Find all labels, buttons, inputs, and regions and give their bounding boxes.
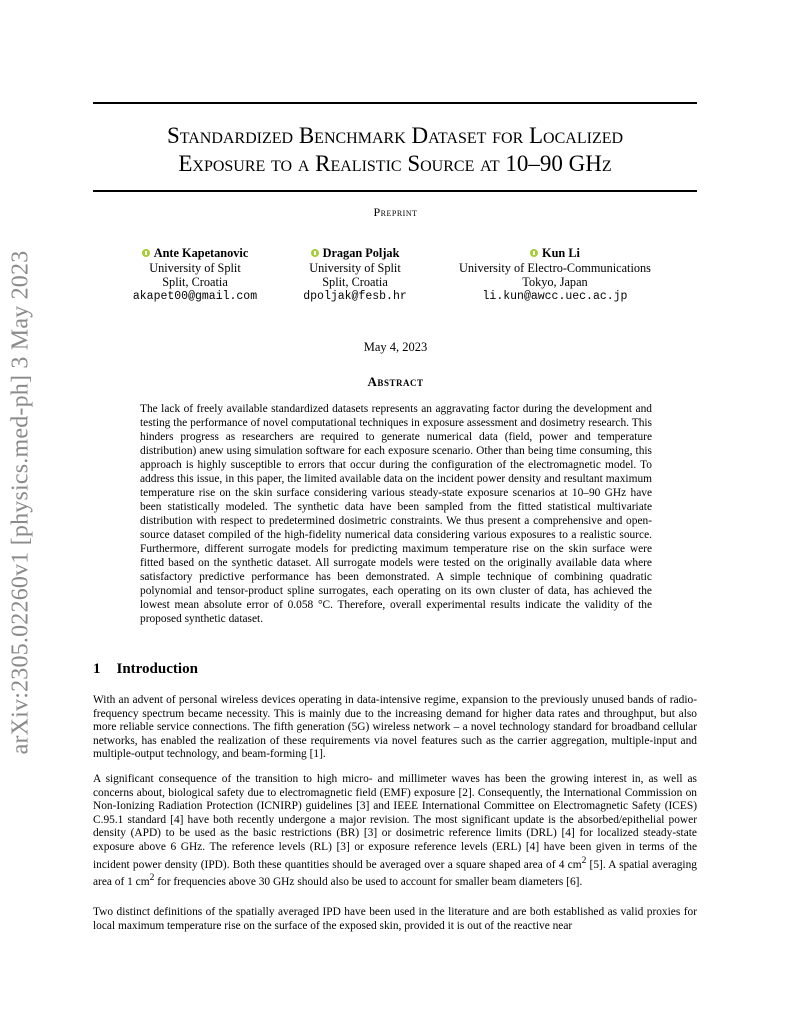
author-affiliation: University of Split [149,260,241,275]
superscript-2: 2 [581,855,587,866]
title-rule-top [93,102,697,104]
author-location: Tokyo, Japan [522,275,588,289]
intro-paragraph-2 [93,773,697,889]
preprint-label: Preprint [373,205,418,219]
author-location: Split, Croatia [322,275,388,289]
orcid-icon[interactable] [311,249,319,257]
author-block-1 [110,246,280,304]
author-name: Dragan Poljak [322,246,400,260]
title-line-1: Standardized Benchmark Dataset for Localized [166,123,624,148]
author-email[interactable]: dpoljak@fesb.hr [303,289,407,303]
section-number: 1 [93,661,101,677]
author-affiliation: University of Split [309,260,401,275]
arxiv-id-text: arXiv:2305.02260v1 [physics.med-ph] 3 May 2023 [7,250,34,755]
title-rule-bottom [93,190,697,192]
abstract-text: The lack of freely available standardized datasets represents an aggravating factor during the development and testing the performance of novel computational techniques in exposure assessment and dosimetry research. This hinders progress as researchers are required to generate numerical data (field, power and temperature distribution) anew using simulation software for each exposure scenario. Other than being time consuming, this approach is highly susceptible to errors that occur during the configuration of the electromagnetic model. To address this issue, in this paper, the limited available data on the incident power density and resultant maximum temperature rise on the skin surface considering various steady-state exposure scenarios at 10–90 GHz have been statistically modeled. The synthetic data have been sampled from the fitted statistical multivariate distribution with respect to predetermined dosimetric constraints. We thus present a comprehensive and open-source dataset compiled of the high-fidelity numerical data considering various exposures to a realistic source. Furthermore, different surrogate models for predicting maximum temperature rise on the skin surface were fitted based on the synthetic dataset. All surrogate models were tested on the originally available data where satisfactory predictive performance has been demonstrated. A simple technique of combining quadratic polynomial and tensor-product spline surrogates, each operating on its own cluster of data, has achieved the lowest mean absolute error of 0.058 °C. Therefore, overall experimental results indicate the validity of the proposed synthetic dataset. [140,403,652,625]
author-email[interactable]: akapet00@gmail.com [132,289,258,303]
publication-date: May 4, 2023 [363,340,428,354]
paragraph-2-part-c: for frequencies above 30 GHz should also be used to account for smaller beam diameters [6]. [154,875,583,888]
intro-paragraph-1: With an advent of personal wireless devices operating in data-intensive regime, expansion to the previously unused bands of radio-frequency spectrum became necessity. This is mainly due to the increasing demand for higher data rates and throughput, but also more reliable service connections. The fifth generation (5G) wireless network – a novel technology standard for broadband cellular networks, has enabled the realization of these requirements via novel features such as the carrier aggregation, multiple-input and multiple-output technology, and beam-forming [1]. [93,694,697,761]
paper-title [93,122,697,178]
author-location: Split, Croatia [162,275,228,289]
author-block-3 [440,246,670,304]
author-name: Kun Li [542,246,580,260]
orcid-icon[interactable] [530,249,538,257]
author-block-2 [285,246,425,304]
author-affiliation: University of Electro-Communications [459,260,651,275]
author-email[interactable]: li.kun@awcc.uec.ac.jp [482,289,628,303]
intro-paragraph-3: Two distinct definitions of the spatially averaged IPD have been used in the literature and are both established as valid proxies for local maximum temperature rise on the surface of the exposed skin, provided it is out of the reactive near [93,906,697,932]
paragraph-2-part-a: A significant consequence of the transition to high micro- and millimeter waves has been the growing interest in, as well as concerns about, biological safety due to electromagnetic field (EMF) exposure [2]. Consequently, the International Commission on Non-Ionizing Radiation Protection (ICNIRP) guidelines [3] and IEEE International Committee on Electromagnetic Safety (ICES) C.95.1 standard [4] have both recently undergone a major revision. The most significant update is the absorbed/epithelial power density (APD) to be used as the basic restrictions (BR) [3] or dosimetric reference limits (DRL) [4] for localized steady-state exposure above 6 GHz. The reference levels (RL) [3] or exposure reference levels (ERL) [4] have been given in terms of the incident power density (IPD). Both these quantities should be averaged over a square shaped area of 4 cm [93,773,697,871]
superscript-2: 2 [149,872,155,883]
paragraph-2-part-b: [5]. A spatial averaging area of 1 cm [93,858,697,888]
orcid-icon[interactable] [142,249,150,257]
abstract-heading: Abstract [367,374,424,389]
section-title: Introduction [116,661,198,677]
title-line-2: Exposure to a Realistic Source at 10–90 GHz [178,151,612,176]
section-heading-introduction [93,661,198,678]
arxiv-identifier-stamp [6,230,36,775]
author-name: Ante Kapetanovic [153,246,249,260]
